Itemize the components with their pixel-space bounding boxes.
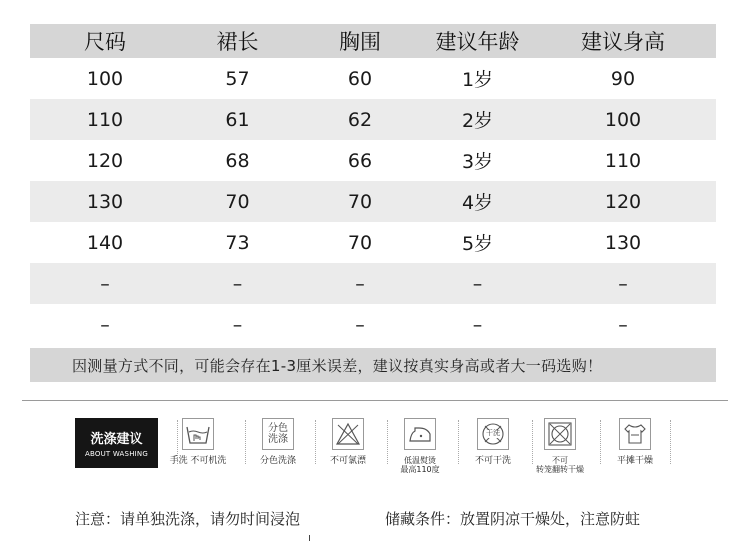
table-cell: – [472,313,483,336]
size-table [30,24,716,345]
measurement-note-text: 因测量方式不同，可能会存在1-3厘米误差，建议按真实身高或者大一码选购！ [72,356,603,375]
header-chest: 胸围 [339,30,381,54]
table-row [30,140,716,181]
care-label: 不可氯漂 [329,456,366,466]
section-divider [22,400,728,401]
table-cell: 57 [225,67,250,90]
table-cell: 70 [347,190,373,213]
table-cell: 62 [347,108,373,131]
table-cell: – [618,272,628,295]
table-row [30,304,716,345]
table-cell: 3岁 [461,151,494,173]
table-cell: 90 [610,67,636,90]
care-label: 分色洗涤 [259,456,296,466]
table-cell: 140 [86,231,124,254]
table-cell: 1岁 [461,69,494,91]
table-cell: 70 [225,190,250,213]
table-cell: 2岁 [461,110,494,132]
hand-wash-icon [182,418,214,450]
table-row [30,58,716,99]
table-cell: – [232,313,243,336]
care-label: 平摊干燥 [616,456,653,466]
table-cell: – [355,272,365,295]
table-row [30,181,716,222]
table-cell: 110 [86,108,124,131]
table-row [30,222,716,263]
no-bleach-icon [332,418,364,450]
table-cell: – [472,272,483,295]
care-label: 手洗 不可机洗 [169,456,227,466]
no-tumble-dry-icon [544,418,576,450]
care-label: 不可 转笼翻转干燥 [536,456,584,475]
table-row [30,263,716,304]
header-size: 尺码 [84,30,126,54]
table-cell: 130 [86,190,124,213]
washing-notice: 注意：请单独洗涤，请勿时间浸泡 [75,510,301,528]
care-item-no-dry-clean [458,418,528,466]
table-cell: – [100,313,110,336]
table-cell: – [232,272,243,295]
table-cell: 4岁 [461,192,494,214]
table-cell: 100 [86,67,124,90]
table-cell: 100 [604,108,642,131]
care-item-hand-wash [163,418,233,466]
low-iron-icon [404,418,436,450]
care-item-flat-dry [600,418,670,466]
decorative-mark [309,535,310,541]
care-item-no-tumble-dry [525,418,595,474]
table-cell: 120 [86,149,124,172]
table-header-row [30,24,716,58]
table-cell: 73 [225,231,250,254]
dotted-separator [670,420,671,464]
table-cell: 5岁 [461,233,494,255]
table-cell: 120 [604,190,642,213]
table-cell: 70 [347,231,373,254]
flat-dry-icon [619,418,651,450]
table-cell: 68 [225,149,250,172]
about-washing-subtitle: ABOUT WASHING [85,450,148,458]
table-cell: 61 [225,108,250,131]
table-cell: 66 [347,149,373,172]
care-item-no-bleach [313,418,383,466]
care-label: 不可干洗 [474,456,511,466]
washing-care-section [75,418,675,478]
about-washing-badge [75,418,158,468]
care-item-color-separate [243,418,313,466]
care-label: 低温熨烫 最高110度 [400,456,440,475]
table-cell: – [355,313,365,336]
table-cell: – [618,313,628,336]
care-item-low-iron [385,418,455,474]
measurement-note [30,348,716,382]
table-cell: 110 [604,149,642,172]
about-washing-title: 洗涤建议 [90,432,143,447]
no-dry-clean-icon: 干洗 [477,418,509,450]
header-age: 建议年龄 [435,30,520,54]
color-separate-icon: 分色 洗涤 [262,418,294,450]
table-cell: – [100,272,110,295]
table-cell: 130 [604,231,642,254]
table-row [30,99,716,140]
header-skirt-length: 裙长 [216,30,259,54]
header-height: 建议身高 [581,30,665,54]
table-cell: 60 [347,67,373,90]
storage-condition: 储藏条件：放置阴凉干燥处，注意防蛀 [385,510,641,528]
